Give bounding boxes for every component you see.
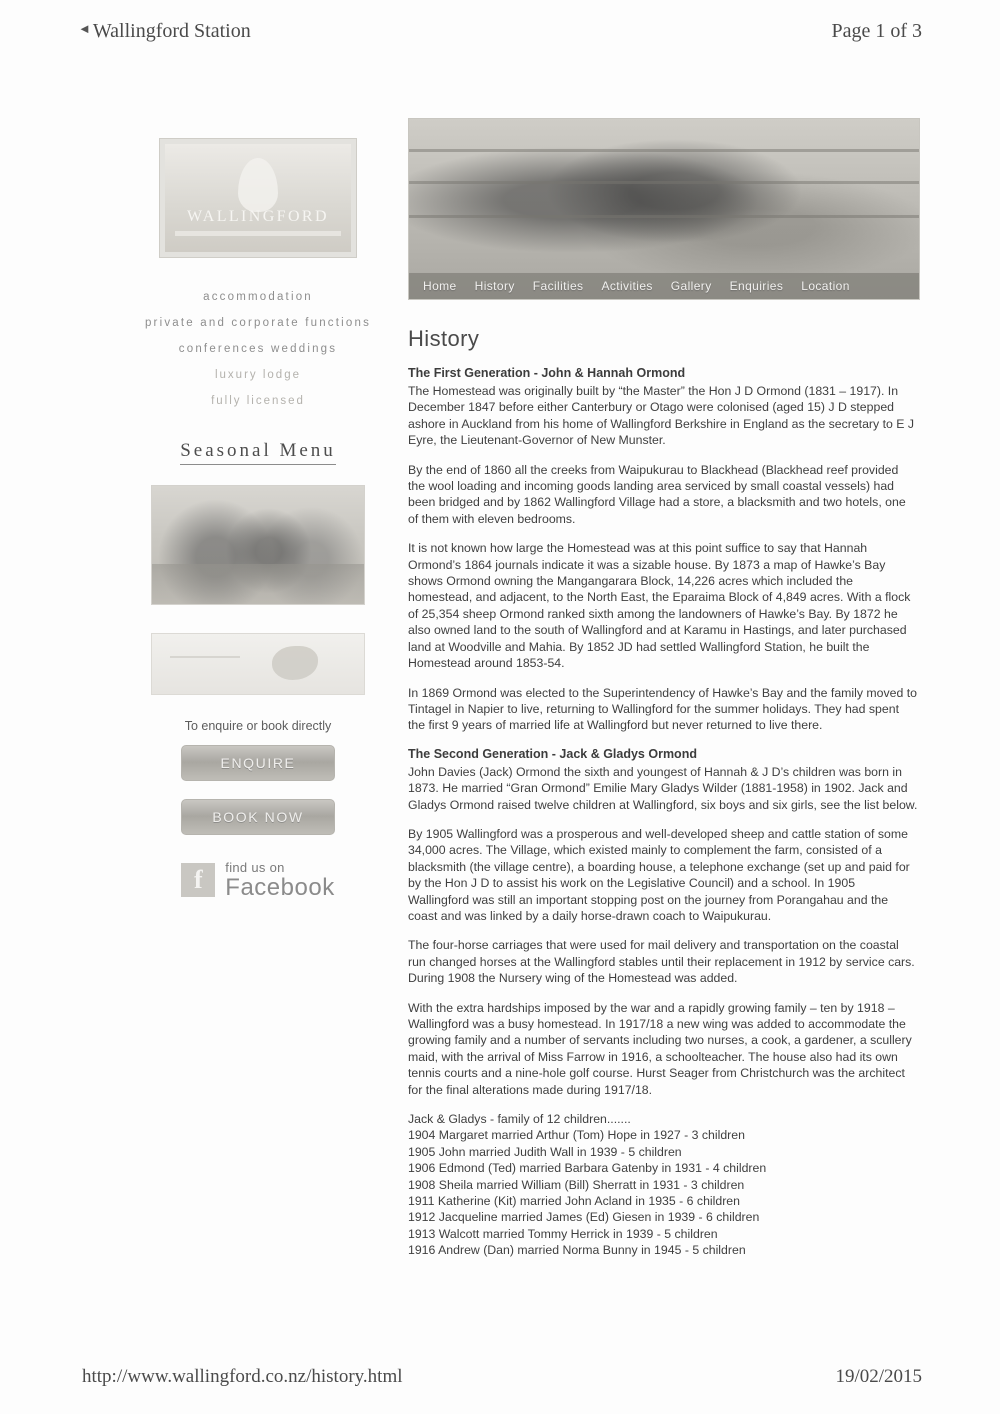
list-item: 1912 Jacqueline married James (Ed) Giesen in 1939 - 6 children — [408, 1210, 760, 1225]
paragraph: By the end of 1860 all the creeks from Waipukurau to Blackhead (Blackhead reef provided the wool loading and incoming goods landing area serviced by small coastal vessels) had been bridged and by 1862 Wallingford Village had a store, a blacksmith and two hotels, one of them with eleven bedrooms. — [408, 462, 906, 526]
wallingford-logo[interactable] — [159, 138, 357, 258]
seasonal-menu-link[interactable]: Seasonal Menu — [180, 440, 336, 465]
section-heading-second-generation: The Second Generation - Jack & Gladys Ormond — [408, 746, 697, 761]
horse-racing-photo — [151, 485, 365, 605]
tagline-line-3: conferences weddings — [178, 343, 338, 355]
food-photo-subject — [272, 646, 318, 680]
tagline-line-1: accommodation — [203, 291, 313, 303]
food-photo-detail — [170, 656, 240, 658]
list-item: 1906 Edmond (Ted) married Barbara Gatenby in 1931 - 4 children — [408, 1161, 767, 1176]
hero-photo — [408, 118, 920, 300]
paragraph: John Davies (Jack) Ormond the sixth and youngest of Hannah & J D’s children was born in 1873. He married “Gran Ormond” Emilie Mary Gladys Wilder (1881-1958) in 1902. Jack and Gladys Ormond raised twelve children at Wallingford, six boys and six girls, see the list below. — [408, 764, 918, 812]
list-item: 1904 Margaret married Arthur (Tom) Hope in 1927 - 3 children — [408, 1128, 745, 1143]
site-sidebar — [108, 138, 408, 900]
book-now-button[interactable]: BOOK NOW — [181, 799, 335, 835]
paragraph: In 1869 Ormond was elected to the Superintendency of Hawke’s Bay and the family moved to Tintagel in Napier to live, returning to Wallingford for the summer holidays. They had spent the first 9 years of married life at Wallingford but never returned to live there. — [408, 685, 918, 733]
list-item: 1911 Katherine (Kit) married John Acland in 1935 - 6 children — [408, 1194, 740, 1209]
nav-item-home[interactable]: Home — [423, 279, 457, 293]
children-list — [408, 1111, 918, 1259]
nav-item-facilities[interactable]: Facilities — [532, 279, 584, 293]
nav-item-location[interactable]: Location — [801, 279, 850, 293]
list-item: 1913 Walcott married Tommy Herrick in 1939 - 5 children — [408, 1226, 718, 1241]
facebook-label — [225, 861, 334, 900]
food-photo — [151, 633, 365, 695]
page-content — [78, 118, 922, 1334]
paragraph: It is not known how large the Homestead was at this point suffice to say that Hannah Ormond’s 1864 journals indicate it was a sizable house. By 1873 a map of Hawke’s Bay shows Ormond owning the Mangangarara Block, 14,226 acres which included the homestead, and adjacent, to the North East, the Eparaima Block of 4,849 acres. With a flock of 25,354 sheep Ormond ranked sixth among the landowners of Hawke’s Bay. By 1872 he also owned land to the south of Wallingford and at Karamu in Hastings, and later purchased land at Woodville and Mahia. By 1852 JD had settled Wallingford Station, he built the Homestead around 1853-54. — [408, 541, 911, 671]
enquire-button[interactable]: ENQUIRE — [181, 745, 335, 781]
logo-underline — [175, 231, 341, 236]
nav-item-activities[interactable]: Activities — [601, 279, 653, 293]
logo-wordmark: WALLINGFORD — [187, 208, 329, 225]
print-header — [78, 20, 922, 43]
nav-item-gallery[interactable]: Gallery — [670, 279, 712, 293]
tagline-line-5: fully licensed — [211, 395, 305, 407]
paragraph: With the extra hardships imposed by the war and a rapidly growing family – ten by 1918 – Wallingford was a busy homestead. In 1917/18 a new wing was added to accommodate the growing family and a number of servants including two nurses, a cook, a gardener, a scullery maid, with the arrival of Miss Farrow in 1916, a schoolteacher. The house also had its own tennis courts and a nine-hole golf course. Hurst Seager from Christchurch was the architect for the final alterations made during 1917/18. — [408, 1000, 912, 1097]
flame-icon — [238, 158, 278, 212]
hero-shelf-detail — [409, 181, 919, 184]
source-url: http://www.wallingford.co.nz/history.html — [82, 1366, 403, 1387]
sidebar-tagline — [108, 284, 408, 414]
hero-shelf-detail — [409, 149, 919, 152]
site-navigation[interactable] — [409, 273, 919, 299]
tagline-line-2: private and corporate functions — [144, 317, 372, 329]
paragraph: The four-horse carriages that were used for mail delivery and transportation on the coastal run changed horses at the Wallingford stables until their replacement in 1912 by service cars. During 1908 the Nursery wing of the Homestead was added. — [408, 938, 915, 986]
list-item: 1905 John married Judith Wall in 1939 - 5 children — [408, 1144, 682, 1159]
children-list-lead: Jack & Gladys - family of 12 children....... — [408, 1112, 631, 1127]
header-mark-icon: ◄ — [78, 21, 91, 36]
main-column — [408, 118, 918, 1259]
nav-item-enquiries[interactable]: Enquiries — [729, 279, 784, 293]
page-title: History — [408, 326, 480, 351]
facebook-find-us-text: find us on — [225, 860, 285, 875]
document-title: Wallingford Station — [92, 20, 251, 42]
enquire-caption: To enquire or book directly — [184, 719, 332, 733]
paragraph: The Homestead was originally built by “the Master” the Hon J D Ormond (1831 – 1917). In December 1847 before either Canterbury or Otago were colonised (aged 15) J D stepped ashore in Auckland from his home of Wallingford Berkshire in England as the secretary to E J Eyre, the Lieutenant-Governor of New Munster. — [408, 384, 915, 448]
logo-background — [165, 144, 351, 252]
print-footer — [82, 1366, 922, 1388]
page-number: Page 1 of 3 — [831, 20, 922, 42]
print-date: 19/02/2015 — [835, 1366, 922, 1387]
list-item: 1908 Sheila married William (Bill) Sherratt in 1931 - 3 children — [408, 1177, 745, 1192]
paragraph: By 1905 Wallingford was a prosperous and well-developed sheep and cattle station of some 34,000 acres. The Village, which existed mainly to complement the farm, consisted of a blacksmith (the village centre), a boarding house, a telephone exchange (set up and paid for by the Hon J D to assist his work on the Legislative Council) and a school. In 1905 Wallingford was still an important stopping post on the journey from Porangahau and the coast and was linked by a daily horse-drawn coach to Waipukurau. — [408, 826, 910, 923]
hero-shelf-detail — [409, 215, 919, 218]
nav-item-history[interactable]: History — [474, 279, 515, 293]
tagline-line-4: luxury lodge — [214, 369, 301, 381]
list-item: 1916 Andrew (Dan) married Norma Bunny in 1945 - 5 children — [408, 1243, 746, 1258]
facebook-link[interactable] — [108, 861, 408, 900]
facebook-name-text: Facebook — [225, 873, 335, 901]
facebook-icon[interactable]: f — [181, 863, 215, 897]
section-heading-first-generation: The First Generation - John & Hannah Ormond — [408, 366, 686, 380]
